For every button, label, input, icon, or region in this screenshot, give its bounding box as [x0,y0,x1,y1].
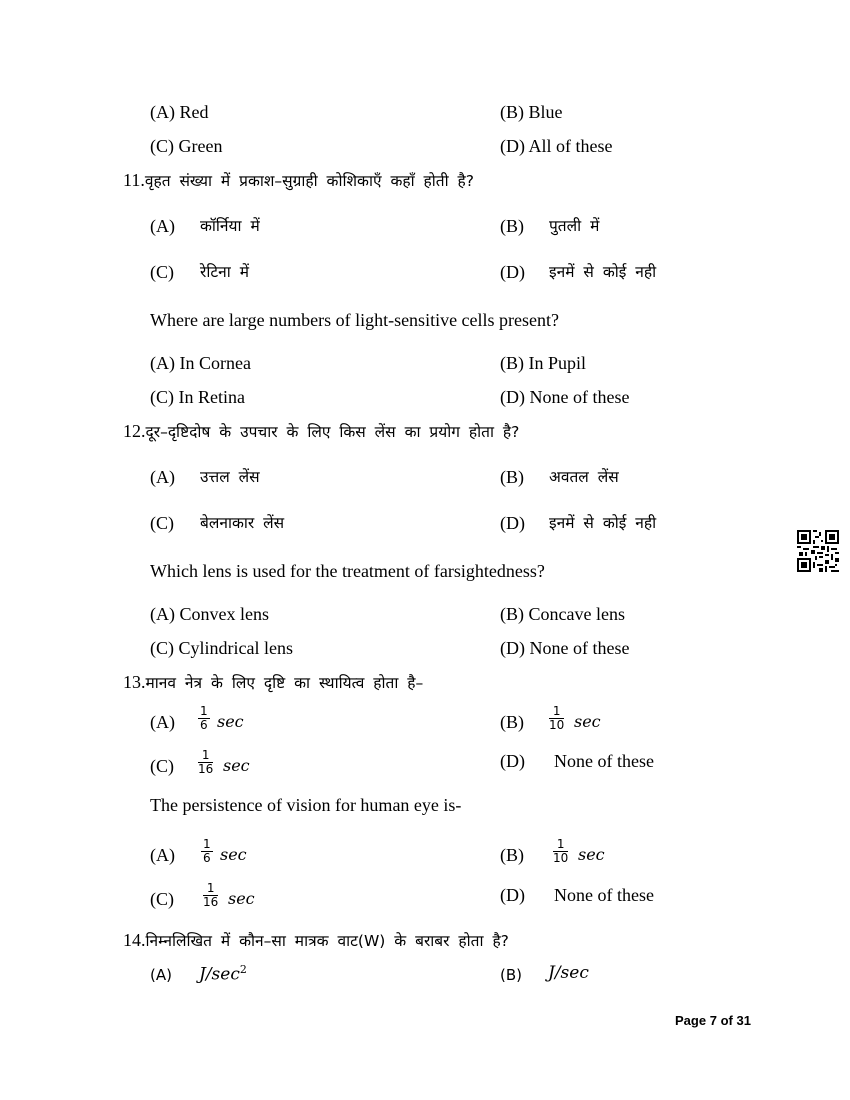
q12-hindi-option-c-label: (C) [150,513,174,533]
q12-english-option-c: (C) Cylindrical lens [150,638,293,658]
q14-option-b-unit: J/sec [548,963,589,983]
q13-hindi-question: 13.मानव नेत्र के लिए दृष्टि का स्थायित्व होता है– [123,672,424,692]
q11-hindi-option-c-label: (C) [150,262,174,282]
q11-english-question: Where are large numbers of light-sensitive cells present? [150,310,560,330]
q13-english-question: The persistence of vision for human eye is- [150,795,462,815]
q13-hindi-option-d-label: (D) [500,751,525,771]
q10-option-d: (D) All of these [500,136,613,156]
q13-hindi-option-d: None of these [554,751,654,771]
q12-hindi-option-c: बेलनाकार लेंस [200,514,285,532]
q14-option-b-label: (B) [500,966,522,984]
q13-hindi-option-b-fraction: 1 10 [549,704,565,732]
q13-hindi-option-c-label: (C) [150,756,174,776]
q13-english-option-c-fraction: 1 16 [203,881,219,909]
q14-hindi-question: 14.निम्नलिखित में कौन–सा मात्रक वाट(W) के बराबर होता है? [123,930,509,950]
q13-hindi-option-c-unit: sec [223,756,250,775]
q13-english-option-c-label: (C) [150,889,174,909]
q11-hindi-question: 11.वृहत संख्या में प्रकाश–सुग्राही कोशिकाएँ कहाँ होती है? [123,170,475,190]
q12-english-option-a: (A) Convex lens [150,604,269,624]
q14-option-a-label: (A) [150,966,172,984]
q11-hindi-option-d-label: (D) [500,262,525,282]
q13-hindi-option-a-unit: sec [217,712,244,731]
q12-hindi-option-b-label: (B) [500,467,524,487]
q11-hindi-option-d: इनमें से कोई नही [549,263,657,281]
q13-hindi-option-b-unit: sec [574,712,601,731]
q13-english-option-d-label: (D) [500,885,525,905]
q12-english-question: Which lens is used for the treatment of farsightedness? [150,561,545,581]
q11-english-option-d: (D) None of these [500,387,630,407]
q13-hindi-option-a-fraction: 1 6 [200,704,208,732]
q13-english-option-b-unit: sec [578,845,605,864]
q12-english-option-b: (B) Concave lens [500,604,625,624]
q11-hindi-option-a-label: (A) [150,216,175,236]
q11-hindi-option-b-label: (B) [500,216,524,236]
q11-english-option-b: (B) In Pupil [500,353,587,373]
q13-english-option-b-label: (B) [500,845,524,865]
q13-hindi-option-c-fraction: 1 16 [198,748,214,776]
q13-english-option-a-unit: sec [220,845,247,864]
q11-hindi-option-c: रेटिना में [200,263,249,281]
q12-hindi-option-a-label: (A) [150,467,175,487]
q13-english-option-d: None of these [554,885,654,905]
q13-english-option-a-fraction: 1 6 [203,837,211,865]
q13-english-option-a-label: (A) [150,845,175,865]
q12-english-option-d: (D) None of these [500,638,630,658]
q12-hindi-option-d-label: (D) [500,513,525,533]
q11-english-option-a: (A) In Cornea [150,353,251,373]
q12-hindi-option-a: उत्तल लेंस [200,468,260,486]
qr-code-icon [797,530,839,572]
q12-hindi-question: 12.दूर–दृष्टिदोष के उपचार के लिए किस लेंस का प्रयोग होता है? [123,421,520,441]
q13-hindi-option-b-label: (B) [500,712,524,732]
q10-option-b: (B) Blue [500,102,563,122]
q13-english-option-b-fraction: 1 10 [553,837,569,865]
q11-english-option-c: (C) In Retina [150,387,245,407]
q11-hindi-option-b: पुतली में [549,217,600,235]
page-number-footer: Page 7 of 31 [675,1013,751,1028]
q14-option-a-unit: $J/\sec^2$ [199,963,247,985]
q13-hindi-option-a-label: (A) [150,712,175,732]
q10-option-c: (C) Green [150,136,223,156]
q11-hindi-option-a: कॉर्निया में [200,217,260,235]
q13-english-option-c-unit: sec [228,889,255,908]
q12-hindi-option-d: इनमें से कोई नही [549,514,657,532]
q10-option-a: (A) Red [150,102,209,122]
q12-hindi-option-b: अवतल लेंस [549,468,619,486]
